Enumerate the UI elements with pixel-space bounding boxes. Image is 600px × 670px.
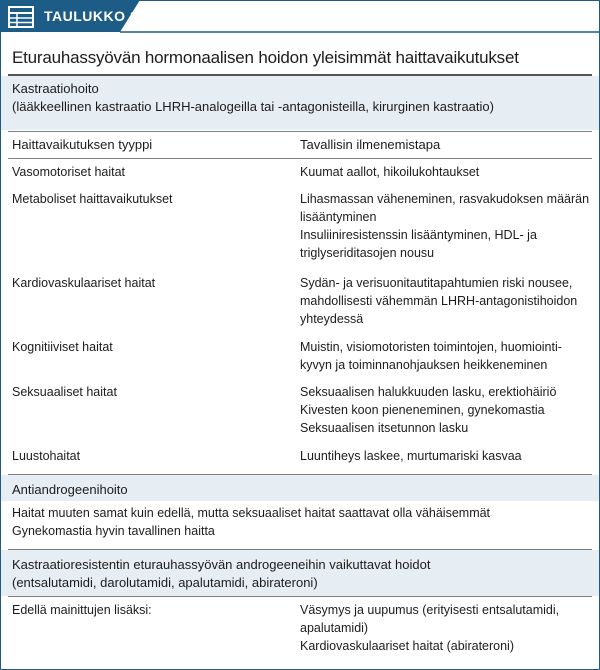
row-type: Metaboliset haittavaikutukset	[12, 192, 173, 206]
row-line: Muistin, visiomotoristen toimintojen, huomiointi-	[300, 340, 562, 354]
row-type: Kognitiiviset haitat	[12, 340, 113, 354]
row-line: Sydän- ja verisuonitautitapahtumien riski nousee,	[300, 276, 573, 290]
row-line: Insuliiniresistenssin lisääntyminen, HDL- ja	[300, 228, 537, 242]
row-line: yhteydessä	[300, 312, 364, 326]
row-line: lisääntyminen	[300, 210, 377, 224]
table-tag	[0, 0, 600, 34]
row-line: Kuumat aallot, hikoilukohtaukset	[300, 165, 480, 179]
row-type: Edellä mainittujen lisäksi:	[12, 603, 152, 617]
section3-divider	[8, 596, 592, 597]
section2-line: Gynekomastia hyvin tavallinen haitta	[12, 524, 215, 538]
row-line: apalutamidi)	[300, 621, 369, 635]
row-type: Vasomotoriset haitat	[12, 165, 126, 179]
row-line: triglyseriditasojen nousu	[300, 246, 435, 260]
column-header-manifestation: Tavallisin ilmenemistapa	[300, 137, 441, 152]
row-line: Seksuaalisen itsetunnon lasku	[300, 421, 469, 435]
section1-subheading: (lääkkeellinen kastraatio LHRH-analogeilla tai -antagonisteilla, kirurginen kastraatio)	[12, 99, 494, 114]
row-type: Seksuaaliset haitat	[12, 385, 117, 399]
row-line: Seksuaalisen halukkuuden lasku, erektiohäiriö	[300, 385, 557, 399]
row-type: Luustohaitat	[12, 449, 81, 463]
row-line: Lihasmassan väheneminen, rasvakudoksen määrän	[300, 192, 590, 206]
section1-heading: Kastraatiohoito	[12, 81, 99, 96]
table-title: Eturauhassyövän hormonaalisen hoidon yleisimmät haittavaikutukset	[12, 48, 519, 67]
section2-heading: Antiandrogeenihoito	[12, 482, 128, 497]
column-header-divider	[8, 158, 592, 159]
row-type: Kardiovaskulaariset haitat	[12, 276, 156, 290]
row-line: mahdollisesti vähemmän LHRH-antagonistihoidon	[300, 294, 578, 308]
column-header-type: Haittavaikutuksen tyyppi	[12, 137, 153, 152]
section3-heading: Kastraatioresistentin eturauhassyövän androgeeneihin vaikuttavat hoidot	[12, 557, 431, 572]
section2-line: Haitat muuten samat kuin edellä, mutta seksuaaliset haitat saattavat olla vähäisemmät	[12, 506, 491, 520]
row-line: Kardiovaskulaariset haitat (abirateroni)	[300, 639, 514, 653]
tag-label: TAULUKKO 1.	[44, 8, 143, 24]
row-line: kyvyn ja toiminnanohjauksen heikkeneminen	[300, 358, 548, 372]
row-line: Kivesten koon pieneneminen, gynekomastia	[300, 403, 545, 417]
section3-subheading: (entsalutamidi, darolutamidi, apalutamidi, abirateroni)	[12, 575, 318, 590]
table-icon	[8, 6, 34, 28]
section1-divider	[8, 131, 592, 132]
row-line: Luuntiheys laskee, murtumariski kasvaa	[300, 449, 522, 463]
row-line: Väsymys ja uupumus (erityisesti entsalutamidi,	[300, 603, 560, 617]
